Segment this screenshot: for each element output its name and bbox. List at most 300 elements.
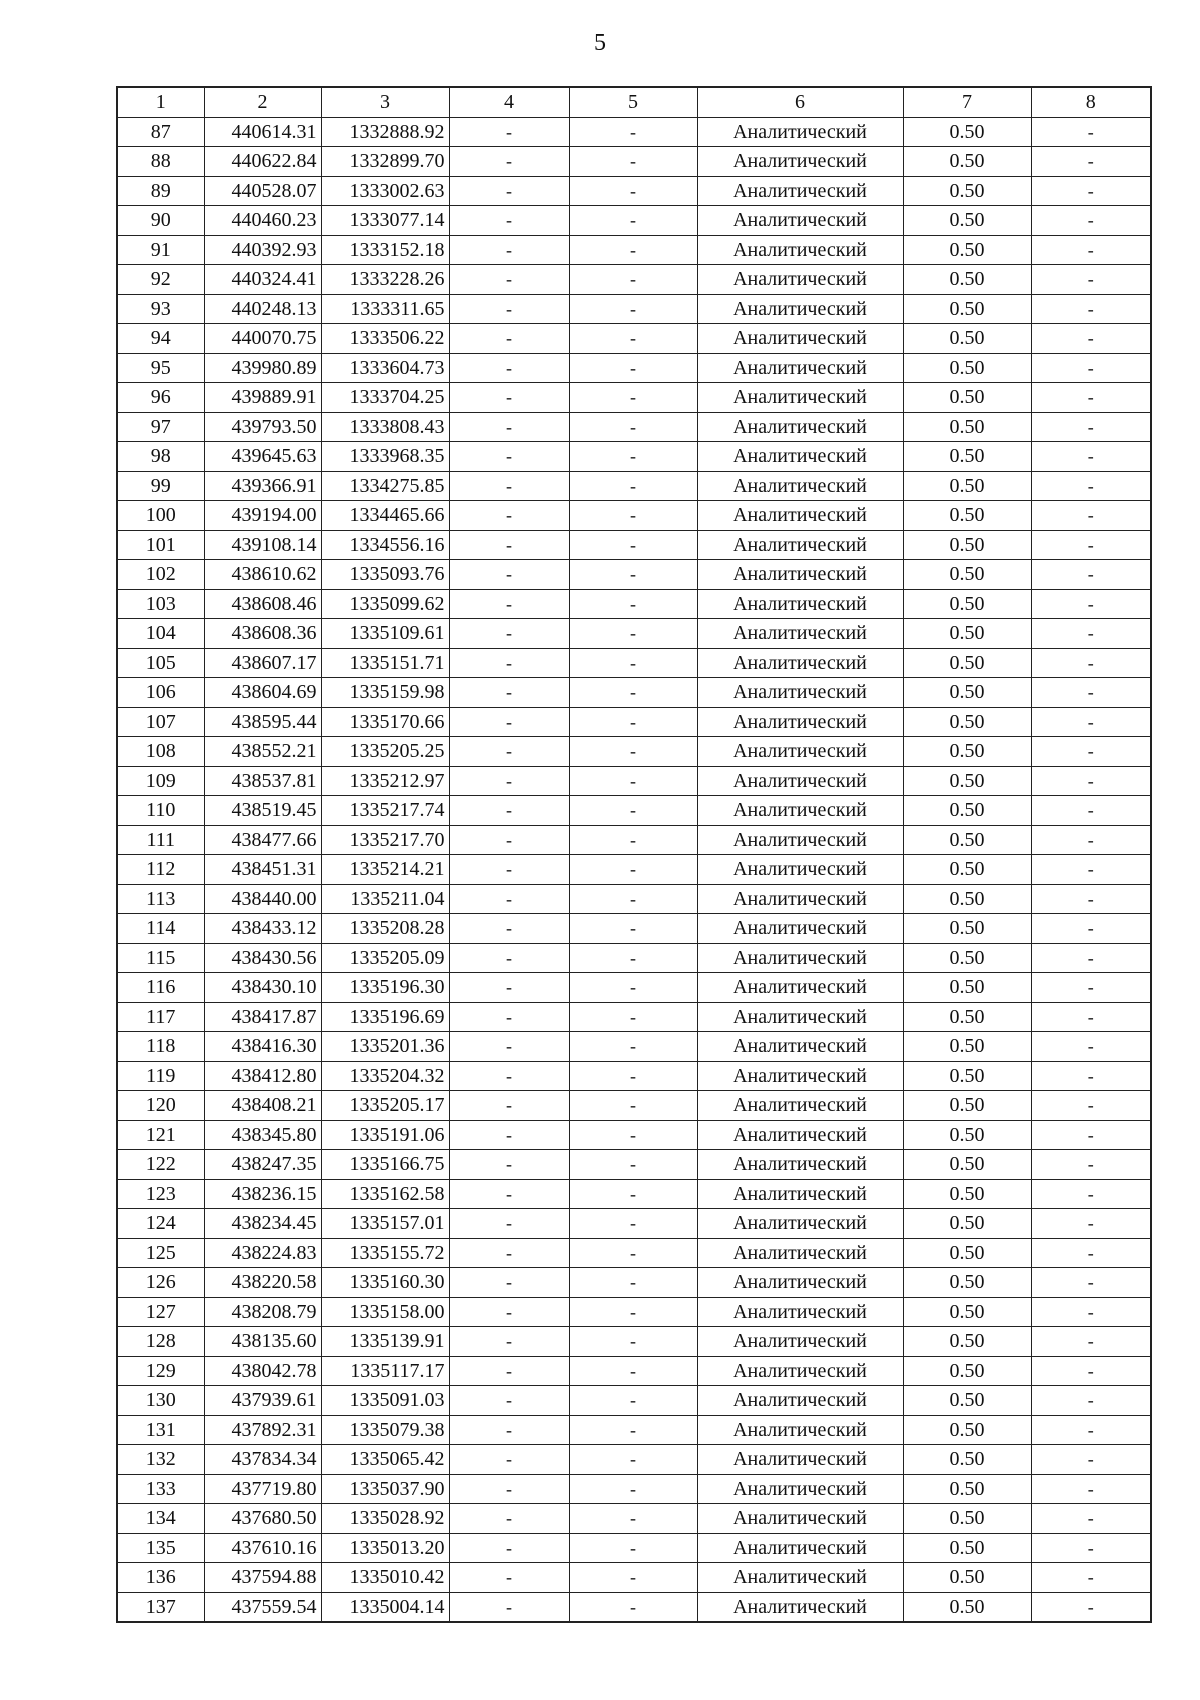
col-4-cell: - (449, 1032, 569, 1062)
y-coordinate-cell: 1335205.25 (321, 737, 449, 767)
x-coordinate-cell: 440460.23 (204, 206, 321, 236)
table-row (117, 884, 1151, 914)
accuracy-cell: 0.50 (903, 855, 1031, 885)
col-5-cell: - (569, 648, 697, 678)
method-cell: Аналитический (697, 206, 903, 236)
method-cell: Аналитический (697, 796, 903, 826)
col-8-cell: - (1031, 294, 1151, 324)
method-cell: Аналитический (697, 117, 903, 147)
table-row (117, 176, 1151, 206)
col-4-cell: - (449, 1533, 569, 1563)
table-row (117, 1120, 1151, 1150)
accuracy-cell: 0.50 (903, 1563, 1031, 1593)
col-8-cell: - (1031, 678, 1151, 708)
x-coordinate-cell: 438224.83 (204, 1238, 321, 1268)
col-4-cell: - (449, 1061, 569, 1091)
col-4-cell: - (449, 560, 569, 590)
method-cell: Аналитический (697, 1179, 903, 1209)
y-coordinate-cell: 1335139.91 (321, 1327, 449, 1357)
y-coordinate-cell: 1335109.61 (321, 619, 449, 649)
y-coordinate-cell: 1332899.70 (321, 147, 449, 177)
col-8-cell: - (1031, 1120, 1151, 1150)
table-row (117, 678, 1151, 708)
y-coordinate-cell: 1335162.58 (321, 1179, 449, 1209)
col-8-cell: - (1031, 560, 1151, 590)
accuracy-cell: 0.50 (903, 619, 1031, 649)
column-header: 8 (1031, 87, 1151, 117)
y-coordinate-cell: 1335214.21 (321, 855, 449, 885)
accuracy-cell: 0.50 (903, 442, 1031, 472)
point-number-cell: 93 (117, 294, 204, 324)
x-coordinate-cell: 438604.69 (204, 678, 321, 708)
x-coordinate-cell: 437939.61 (204, 1386, 321, 1416)
table-row (117, 1297, 1151, 1327)
col-4-cell: - (449, 1002, 569, 1032)
point-number-cell: 108 (117, 737, 204, 767)
col-4-cell: - (449, 678, 569, 708)
col-8-cell: - (1031, 1268, 1151, 1298)
method-cell: Аналитический (697, 1474, 903, 1504)
y-coordinate-cell: 1333604.73 (321, 353, 449, 383)
table-row (117, 766, 1151, 796)
col-8-cell: - (1031, 943, 1151, 973)
col-4-cell: - (449, 501, 569, 531)
table-row (117, 737, 1151, 767)
col-8-cell: - (1031, 147, 1151, 177)
col-4-cell: - (449, 1356, 569, 1386)
table-row (117, 1563, 1151, 1593)
point-number-cell: 119 (117, 1061, 204, 1091)
col-4-cell: - (449, 1209, 569, 1239)
y-coordinate-cell: 1334275.85 (321, 471, 449, 501)
y-coordinate-cell: 1335211.04 (321, 884, 449, 914)
method-cell: Аналитический (697, 1327, 903, 1357)
y-coordinate-cell: 1335217.74 (321, 796, 449, 826)
col-4-cell: - (449, 1268, 569, 1298)
point-number-cell: 130 (117, 1386, 204, 1416)
y-coordinate-cell: 1335159.98 (321, 678, 449, 708)
col-5-cell: - (569, 855, 697, 885)
col-5-cell: - (569, 796, 697, 826)
point-number-cell: 136 (117, 1563, 204, 1593)
accuracy-cell: 0.50 (903, 235, 1031, 265)
col-5-cell: - (569, 265, 697, 295)
table-row (117, 1533, 1151, 1563)
method-cell: Аналитический (697, 1209, 903, 1239)
col-8-cell: - (1031, 1150, 1151, 1180)
col-4-cell: - (449, 973, 569, 1003)
x-coordinate-cell: 438451.31 (204, 855, 321, 885)
table-row (117, 206, 1151, 236)
x-coordinate-cell: 440528.07 (204, 176, 321, 206)
accuracy-cell: 0.50 (903, 383, 1031, 413)
col-4-cell: - (449, 1179, 569, 1209)
x-coordinate-cell: 438208.79 (204, 1297, 321, 1327)
y-coordinate-cell: 1334556.16 (321, 530, 449, 560)
col-5-cell: - (569, 1150, 697, 1180)
point-number-cell: 89 (117, 176, 204, 206)
method-cell: Аналитический (697, 943, 903, 973)
col-4-cell: - (449, 1327, 569, 1357)
y-coordinate-cell: 1335093.76 (321, 560, 449, 590)
method-cell: Аналитический (697, 383, 903, 413)
table-row (117, 530, 1151, 560)
point-number-cell: 122 (117, 1150, 204, 1180)
column-header: 3 (321, 87, 449, 117)
method-cell: Аналитический (697, 176, 903, 206)
col-4-cell: - (449, 796, 569, 826)
col-5-cell: - (569, 383, 697, 413)
y-coordinate-cell: 1335099.62 (321, 589, 449, 619)
point-number-cell: 135 (117, 1533, 204, 1563)
point-number-cell: 126 (117, 1268, 204, 1298)
col-8-cell: - (1031, 914, 1151, 944)
x-coordinate-cell: 437892.31 (204, 1415, 321, 1445)
point-number-cell: 110 (117, 796, 204, 826)
table-row (117, 1061, 1151, 1091)
accuracy-cell: 0.50 (903, 796, 1031, 826)
x-coordinate-cell: 438608.36 (204, 619, 321, 649)
col-8-cell: - (1031, 1238, 1151, 1268)
col-5-cell: - (569, 1209, 697, 1239)
column-header: 7 (903, 87, 1031, 117)
point-number-cell: 134 (117, 1504, 204, 1534)
col-8-cell: - (1031, 855, 1151, 885)
point-number-cell: 129 (117, 1356, 204, 1386)
x-coordinate-cell: 438433.12 (204, 914, 321, 944)
point-number-cell: 121 (117, 1120, 204, 1150)
point-number-cell: 118 (117, 1032, 204, 1062)
col-8-cell: - (1031, 1415, 1151, 1445)
point-number-cell: 97 (117, 412, 204, 442)
col-5-cell: - (569, 1386, 697, 1416)
method-cell: Аналитический (697, 1238, 903, 1268)
accuracy-cell: 0.50 (903, 1120, 1031, 1150)
table-header-row (117, 87, 1151, 117)
table-row (117, 1327, 1151, 1357)
x-coordinate-cell: 437559.54 (204, 1592, 321, 1622)
point-number-cell: 90 (117, 206, 204, 236)
method-cell: Аналитический (697, 1592, 903, 1622)
col-5-cell: - (569, 825, 697, 855)
method-cell: Аналитический (697, 1061, 903, 1091)
table-row (117, 265, 1151, 295)
y-coordinate-cell: 1335212.97 (321, 766, 449, 796)
y-coordinate-cell: 1333228.26 (321, 265, 449, 295)
col-5-cell: - (569, 147, 697, 177)
col-5-cell: - (569, 1268, 697, 1298)
point-number-cell: 94 (117, 324, 204, 354)
col-4-cell: - (449, 176, 569, 206)
col-4-cell: - (449, 737, 569, 767)
point-number-cell: 95 (117, 353, 204, 383)
y-coordinate-cell: 1332888.92 (321, 117, 449, 147)
x-coordinate-cell: 438135.60 (204, 1327, 321, 1357)
col-8-cell: - (1031, 206, 1151, 236)
x-coordinate-cell: 438430.56 (204, 943, 321, 973)
table-row (117, 1209, 1151, 1239)
accuracy-cell: 0.50 (903, 147, 1031, 177)
point-number-cell: 88 (117, 147, 204, 177)
accuracy-cell: 0.50 (903, 943, 1031, 973)
accuracy-cell: 0.50 (903, 501, 1031, 531)
y-coordinate-cell: 1335166.75 (321, 1150, 449, 1180)
x-coordinate-cell: 438236.15 (204, 1179, 321, 1209)
col-5-cell: - (569, 1415, 697, 1445)
y-coordinate-cell: 1335028.92 (321, 1504, 449, 1534)
method-cell: Аналитический (697, 1445, 903, 1475)
point-number-cell: 100 (117, 501, 204, 531)
col-5-cell: - (569, 1563, 697, 1593)
method-cell: Аналитический (697, 1356, 903, 1386)
table-row (117, 1150, 1151, 1180)
table-row (117, 589, 1151, 619)
table-row (117, 1032, 1151, 1062)
accuracy-cell: 0.50 (903, 1386, 1031, 1416)
table-row (117, 1356, 1151, 1386)
point-number-cell: 104 (117, 619, 204, 649)
method-cell: Аналитический (697, 1386, 903, 1416)
y-coordinate-cell: 1335079.38 (321, 1415, 449, 1445)
table-row (117, 648, 1151, 678)
table-row (117, 1592, 1151, 1622)
col-8-cell: - (1031, 1061, 1151, 1091)
accuracy-cell: 0.50 (903, 117, 1031, 147)
col-4-cell: - (449, 442, 569, 472)
col-4-cell: - (449, 648, 569, 678)
col-4-cell: - (449, 589, 569, 619)
col-8-cell: - (1031, 176, 1151, 206)
col-5-cell: - (569, 1120, 697, 1150)
col-4-cell: - (449, 1386, 569, 1416)
point-number-cell: 107 (117, 707, 204, 737)
y-coordinate-cell: 1333506.22 (321, 324, 449, 354)
y-coordinate-cell: 1333704.25 (321, 383, 449, 413)
x-coordinate-cell: 440614.31 (204, 117, 321, 147)
col-4-cell: - (449, 1238, 569, 1268)
x-coordinate-cell: 439194.00 (204, 501, 321, 531)
method-cell: Аналитический (697, 324, 903, 354)
method-cell: Аналитический (697, 235, 903, 265)
accuracy-cell: 0.50 (903, 973, 1031, 1003)
y-coordinate-cell: 1335205.17 (321, 1091, 449, 1121)
y-coordinate-cell: 1335191.06 (321, 1120, 449, 1150)
x-coordinate-cell: 438440.00 (204, 884, 321, 914)
x-coordinate-cell: 437594.88 (204, 1563, 321, 1593)
col-5-cell: - (569, 1179, 697, 1209)
x-coordinate-cell: 438537.81 (204, 766, 321, 796)
method-cell: Аналитический (697, 1120, 903, 1150)
col-5-cell: - (569, 501, 697, 531)
x-coordinate-cell: 440392.93 (204, 235, 321, 265)
col-5-cell: - (569, 1238, 697, 1268)
point-number-cell: 101 (117, 530, 204, 560)
col-8-cell: - (1031, 589, 1151, 619)
accuracy-cell: 0.50 (903, 1297, 1031, 1327)
col-5-cell: - (569, 324, 697, 354)
point-number-cell: 96 (117, 383, 204, 413)
table-row (117, 412, 1151, 442)
accuracy-cell: 0.50 (903, 294, 1031, 324)
col-4-cell: - (449, 825, 569, 855)
col-8-cell: - (1031, 884, 1151, 914)
accuracy-cell: 0.50 (903, 1061, 1031, 1091)
y-coordinate-cell: 1335204.32 (321, 1061, 449, 1091)
table-body (117, 117, 1151, 1622)
col-8-cell: - (1031, 265, 1151, 295)
y-coordinate-cell: 1333968.35 (321, 442, 449, 472)
col-5-cell: - (569, 471, 697, 501)
y-coordinate-cell: 1335160.30 (321, 1268, 449, 1298)
method-cell: Аналитический (697, 294, 903, 324)
column-header: 2 (204, 87, 321, 117)
col-8-cell: - (1031, 353, 1151, 383)
x-coordinate-cell: 439108.14 (204, 530, 321, 560)
col-4-cell: - (449, 1474, 569, 1504)
col-4-cell: - (449, 235, 569, 265)
table-row (117, 707, 1151, 737)
col-4-cell: - (449, 1592, 569, 1622)
col-8-cell: - (1031, 442, 1151, 472)
point-number-cell: 137 (117, 1592, 204, 1622)
point-number-cell: 127 (117, 1297, 204, 1327)
point-number-cell: 91 (117, 235, 204, 265)
table-row (117, 324, 1151, 354)
y-coordinate-cell: 1335091.03 (321, 1386, 449, 1416)
col-5-cell: - (569, 589, 697, 619)
method-cell: Аналитический (697, 1150, 903, 1180)
table-row (117, 619, 1151, 649)
col-4-cell: - (449, 1415, 569, 1445)
col-4-cell: - (449, 1120, 569, 1150)
col-8-cell: - (1031, 235, 1151, 265)
table-row (117, 1504, 1151, 1534)
x-coordinate-cell: 437680.50 (204, 1504, 321, 1534)
col-4-cell: - (449, 294, 569, 324)
y-coordinate-cell: 1335117.17 (321, 1356, 449, 1386)
col-5-cell: - (569, 1533, 697, 1563)
col-4-cell: - (449, 353, 569, 383)
accuracy-cell: 0.50 (903, 825, 1031, 855)
col-4-cell: - (449, 766, 569, 796)
col-8-cell: - (1031, 1091, 1151, 1121)
col-5-cell: - (569, 1091, 697, 1121)
x-coordinate-cell: 438477.66 (204, 825, 321, 855)
method-cell: Аналитический (697, 1504, 903, 1534)
col-5-cell: - (569, 530, 697, 560)
method-cell: Аналитический (697, 353, 903, 383)
y-coordinate-cell: 1335201.36 (321, 1032, 449, 1062)
method-cell: Аналитический (697, 648, 903, 678)
point-number-cell: 92 (117, 265, 204, 295)
accuracy-cell: 0.50 (903, 914, 1031, 944)
method-cell: Аналитический (697, 560, 903, 590)
x-coordinate-cell: 437834.34 (204, 1445, 321, 1475)
y-coordinate-cell: 1335013.20 (321, 1533, 449, 1563)
column-header: 4 (449, 87, 569, 117)
col-4-cell: - (449, 884, 569, 914)
point-number-cell: 109 (117, 766, 204, 796)
col-4-cell: - (449, 383, 569, 413)
table-row (117, 973, 1151, 1003)
col-8-cell: - (1031, 619, 1151, 649)
col-4-cell: - (449, 412, 569, 442)
y-coordinate-cell: 1335037.90 (321, 1474, 449, 1504)
col-8-cell: - (1031, 1356, 1151, 1386)
y-coordinate-cell: 1335205.09 (321, 943, 449, 973)
col-4-cell: - (449, 324, 569, 354)
col-8-cell: - (1031, 1533, 1151, 1563)
col-5-cell: - (569, 1061, 697, 1091)
column-header: 6 (697, 87, 903, 117)
col-4-cell: - (449, 471, 569, 501)
accuracy-cell: 0.50 (903, 206, 1031, 236)
x-coordinate-cell: 440248.13 (204, 294, 321, 324)
accuracy-cell: 0.50 (903, 1150, 1031, 1180)
y-coordinate-cell: 1335170.66 (321, 707, 449, 737)
col-8-cell: - (1031, 1474, 1151, 1504)
accuracy-cell: 0.50 (903, 412, 1031, 442)
col-5-cell: - (569, 973, 697, 1003)
y-coordinate-cell: 1335151.71 (321, 648, 449, 678)
col-5-cell: - (569, 1504, 697, 1534)
col-8-cell: - (1031, 1209, 1151, 1239)
x-coordinate-cell: 439366.91 (204, 471, 321, 501)
y-coordinate-cell: 1334465.66 (321, 501, 449, 531)
col-5-cell: - (569, 1032, 697, 1062)
point-number-cell: 98 (117, 442, 204, 472)
col-5-cell: - (569, 884, 697, 914)
accuracy-cell: 0.50 (903, 1179, 1031, 1209)
accuracy-cell: 0.50 (903, 1091, 1031, 1121)
col-4-cell: - (449, 1563, 569, 1593)
point-number-cell: 117 (117, 1002, 204, 1032)
col-5-cell: - (569, 1297, 697, 1327)
point-number-cell: 131 (117, 1415, 204, 1445)
col-8-cell: - (1031, 1592, 1151, 1622)
col-4-cell: - (449, 707, 569, 737)
table-row (117, 1238, 1151, 1268)
accuracy-cell: 0.50 (903, 1415, 1031, 1445)
method-cell: Аналитический (697, 265, 903, 295)
table-row (117, 1474, 1151, 1504)
accuracy-cell: 0.50 (903, 1268, 1031, 1298)
y-coordinate-cell: 1333002.63 (321, 176, 449, 206)
accuracy-cell: 0.50 (903, 1474, 1031, 1504)
x-coordinate-cell: 438430.10 (204, 973, 321, 1003)
method-cell: Аналитический (697, 1268, 903, 1298)
point-number-cell: 105 (117, 648, 204, 678)
accuracy-cell: 0.50 (903, 560, 1031, 590)
accuracy-cell: 0.50 (903, 324, 1031, 354)
accuracy-cell: 0.50 (903, 353, 1031, 383)
table-row (117, 383, 1151, 413)
x-coordinate-cell: 440070.75 (204, 324, 321, 354)
method-cell: Аналитический (697, 1297, 903, 1327)
col-8-cell: - (1031, 1386, 1151, 1416)
method-cell: Аналитический (697, 884, 903, 914)
col-4-cell: - (449, 1150, 569, 1180)
x-coordinate-cell: 438595.44 (204, 707, 321, 737)
coordinates-table (116, 86, 1152, 1623)
col-5-cell: - (569, 1592, 697, 1622)
point-number-cell: 123 (117, 1179, 204, 1209)
column-header: 1 (117, 87, 204, 117)
col-8-cell: - (1031, 737, 1151, 767)
point-number-cell: 132 (117, 1445, 204, 1475)
method-cell: Аналитический (697, 501, 903, 531)
method-cell: Аналитический (697, 825, 903, 855)
